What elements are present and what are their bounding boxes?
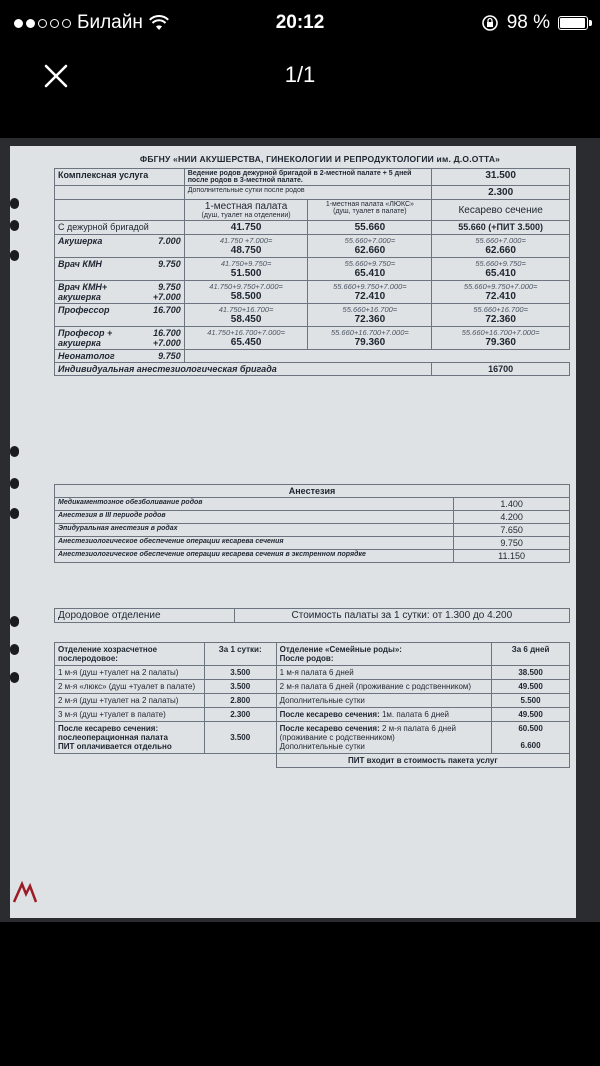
document-title: ФБГНУ «НИИ АКУШЕРСТВА, ГИНЕКОЛОГИИ И РЕПРОДУКТОЛОГИИ им. Д.О.ОТТА» — [139, 154, 501, 164]
duty-c1: 41.750 — [184, 221, 308, 235]
postnatal-header: Отделение хозрасчетное послеродовое: — [55, 643, 205, 666]
prenatal-row — [54, 608, 570, 623]
table-row: 2 м-я (душ +туалет на 2 палаты) 2.800 Дополнительные сутки 5.500 — [55, 694, 570, 708]
col1-sub: (душ, туалет на отделении) — [201, 212, 291, 219]
extra-day-price: 2.300 — [432, 186, 570, 200]
duty-label: С дежурной бригадой — [55, 221, 185, 235]
rotation-lock-icon — [481, 14, 499, 32]
anesthesia-team-label: Индивидуальная анестезиологическая бригада — [55, 363, 432, 376]
complex-service-desc: Ведение родов дежурной бригадой в 2-местной палате + 5 дней после родов в 3-местной палате. — [184, 169, 432, 186]
battery-percent: 98 % — [506, 12, 550, 33]
table-row: Врач КМН+ акушерка 9.750 +7.000 41.750+9.750+7.000= 58.500 55.660+9.750+7.000= 72.410 55.660+9.750+7.000= 72.410 — [55, 281, 570, 304]
page-indicator: 1/1 — [284, 62, 316, 87]
extra-day-label: Дополнительные сутки после родов — [184, 186, 432, 200]
services-table — [54, 168, 570, 376]
table-row: Профессор 16.700 41.750+16.700= 58.450 55.660+16.700= 72.360 55.660+16.700= 72.360 — [55, 304, 570, 327]
duty-c3: 55.660 (+ПИТ 3.500) — [432, 221, 570, 235]
carrier-name: Билайн — [77, 12, 143, 33]
prenatal-label: Дородовое отделение — [55, 609, 235, 623]
institute-logo-icon — [12, 880, 38, 904]
anesthesia-header: Анестезия — [55, 485, 570, 498]
pit-included-note: ПИТ входит в стоимость пакета услуг — [276, 754, 569, 768]
status-bar — [0, 0, 600, 46]
table-row: Анестезиологическое обеспечение операции кесарева сечения в экстренном порядке 11.150 — [55, 550, 570, 563]
table-row: 1 м-я (душ +туалет на 2 палаты) 3.500 1 м-я палата 6 дней 38.500 — [55, 666, 570, 680]
table-row: 3 м-я (душ +туалет в палате) 2.300 После кесарево сечения: 1м. палата 6 дней 49.500 — [55, 708, 570, 722]
neonatolog-row: Неонатолог 9.750 — [55, 350, 185, 363]
battery-icon — [558, 16, 588, 30]
prenatal-price: Стоимость палаты за 1 сутки: от 1.300 до 4.200 — [234, 609, 569, 623]
document-photo[interactable] — [0, 138, 600, 922]
price-list-page — [10, 146, 576, 918]
departments-table: Отделение хозрасчетное послеродовое: За 1 сутки: Отделение «Семейные роды»: После родов: За 6 дней 1 м-я (душ +туалет на 2 палаты) 3.500 1 м-я палата 6 дней 38.500 2 м-я «люкс» (душ +туалет в палате) 3.500 2 м-я палата 6 дней (проживание с родственником) 49.500 2 м-я (душ +туалет на 2 палаты) 2.800 Дополнительные сутки 5.500 3 м-я (душ +туалет в палате) 2.300 После кесарево сечения: 1м. палата 6 дней 49.500 После кесарево сечения: послеоперационная палата ПИТ оплачивается отдельно 3.500 После кесарево сечения: 2 м-я палата 6 дней (проживание с родственником) Дополнительные сутки 60.500 6.600 ПИТ входит в стоимость пакета услуг — [54, 642, 570, 768]
table-row: Эпидуральная анестезия в родах 7.650 — [55, 524, 570, 537]
table-row: Професор + акушерка 16.700 +7.000 41.750+16.700+7.000= 65.450 55.660+16.700+7.000= 79.360 55.660+16.700+7.000= 79.360 — [55, 327, 570, 350]
table-row: Врач КМН 9.750 41.750+9.750= 51.500 55.660+9.750= 65.410 55.660+9.750= 65.410 — [55, 258, 570, 281]
col1-title: 1-местная палата — [204, 201, 288, 212]
col2-title: 1-местная палата «ЛЮКС» — [325, 201, 414, 208]
viewer-toolbar — [0, 46, 600, 106]
clock: 20:12 — [275, 12, 325, 33]
table-row: 2 м-я «люкс» (душ +туалет в палате) 3.500 2 м-я палата 6 дней (проживание с родственником) 49.500 — [55, 680, 570, 694]
col2-sub: (душ, туалет в палате) — [333, 208, 407, 215]
complex-service-label: Комплексная услуга — [55, 169, 185, 186]
table-row: После кесарево сечения: послеоперационная палата ПИТ оплачивается отдельно 3.500 После кесарево сечения: 2 м-я палата 6 дней (проживание с родственником) Дополнительные сутки 60.500 6.600 — [55, 722, 570, 754]
anesthesia-team-price: 16700 — [432, 363, 570, 376]
col3-title: Кесарево сечение — [432, 200, 570, 221]
complex-service-price: 31.500 — [432, 169, 570, 186]
table-row: Анестезия в III периоде родов 4.200 — [55, 511, 570, 524]
anesthesia-table — [54, 484, 570, 563]
table-row: Анестезиологическое обеспечение операции кесарева сечения 9.750 — [55, 537, 570, 550]
duty-c2: 55.660 — [308, 221, 432, 235]
table-row: Медикаментозное обезболивание родов 1.400 — [55, 498, 570, 511]
table-row: Акушерка 7.000 41.750 +7.000= 48.750 55.660+7.000= 62.660 55.660+7.000= 62.660 — [55, 235, 570, 258]
